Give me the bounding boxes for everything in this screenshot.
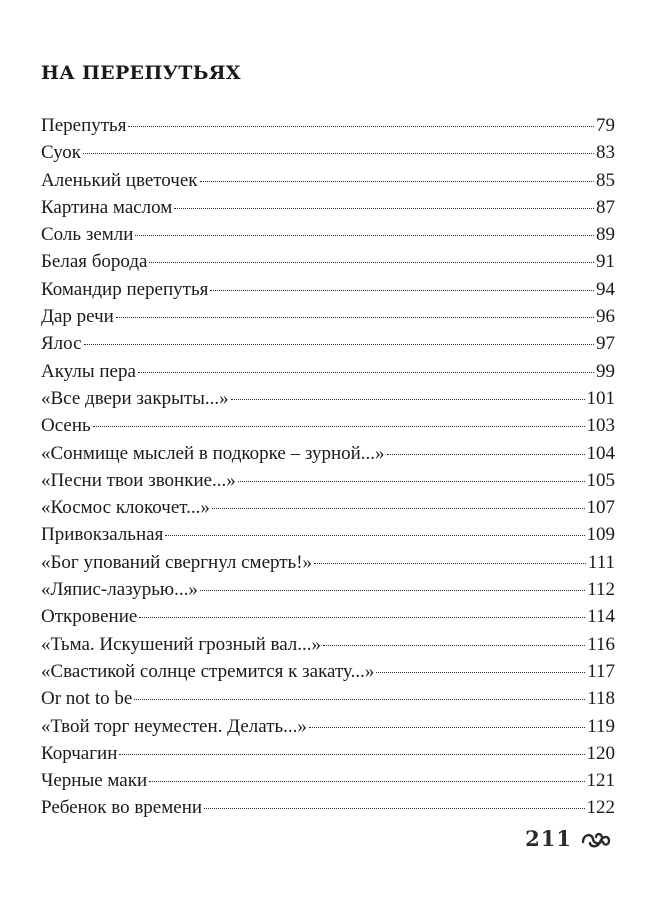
toc-entry-title: «Все двери закрыты...» — [41, 387, 229, 409]
toc-entry-page: 117 — [587, 660, 615, 682]
toc-entry-page: 121 — [586, 770, 615, 792]
dot-leader — [135, 235, 594, 236]
toc-entry — [41, 385, 615, 412]
toc-entry-page: 118 — [587, 688, 615, 710]
toc-entry-title: Ребенок во времени — [41, 797, 203, 819]
toc-entry-title: Корчагин — [41, 742, 118, 764]
toc-entry-title: «Ляпис-лазурью...» — [41, 579, 198, 601]
toc-entry-title: «Сонмище мыслей в подкорке – зурной...» — [41, 442, 385, 464]
toc-entry-page: 89 — [596, 224, 615, 246]
dot-leader — [200, 181, 594, 182]
toc-entry-page: 87 — [596, 196, 615, 218]
dot-leader — [149, 262, 594, 263]
toc-entry-title: Привокзальная — [41, 524, 164, 546]
toc-entry — [41, 358, 615, 385]
toc-entry-page: 96 — [596, 306, 615, 328]
toc-entry-page: 122 — [586, 797, 615, 819]
dot-leader — [84, 344, 594, 345]
toc-entry-title: Соль земли — [41, 224, 134, 246]
toc-entry-title: «Песни твои звонкие...» — [41, 469, 236, 491]
toc-entry-title: Or not to be — [41, 688, 133, 710]
dot-leader — [116, 317, 594, 318]
toc-entry — [41, 467, 615, 494]
toc-entry — [41, 112, 615, 139]
toc-entry-page: 105 — [586, 469, 615, 491]
toc-entry — [41, 248, 615, 275]
toc-entry-title: Откровение — [41, 606, 138, 628]
toc-entry-title: «Твой торг неуместен. Делать...» — [41, 715, 307, 737]
toc-entry-title: «Тьма. Искушений грозный вал...» — [41, 633, 322, 655]
toc-entry-page: 99 — [596, 360, 615, 382]
toc-entry — [41, 303, 615, 330]
toc-entry — [41, 576, 615, 603]
toc-entry-page: 109 — [586, 524, 615, 546]
page-footer — [525, 826, 612, 851]
toc-entry-title: Перепутья — [41, 115, 127, 136]
dot-leader — [174, 208, 594, 209]
toc-entry-title: «Бог упований свергнул смерть!» — [41, 551, 313, 573]
toc-entry — [41, 658, 615, 685]
toc-entry-title: Белая борода — [41, 251, 148, 273]
toc-entry — [41, 440, 615, 467]
toc-entry-title: Ялос — [41, 333, 82, 355]
dot-leader — [128, 126, 594, 127]
toc-entry-page: 112 — [587, 579, 615, 601]
toc-entry — [41, 740, 615, 767]
toc-entry-page: 83 — [596, 142, 615, 164]
dot-leader — [309, 727, 585, 728]
toc-entry — [41, 221, 615, 248]
dot-leader — [134, 699, 585, 700]
dot-leader — [83, 153, 594, 154]
dot-leader — [200, 590, 585, 591]
toc-entry-page: 79 — [596, 115, 615, 136]
section-title: НА ПЕРЕПУТЬЯХ — [41, 62, 241, 84]
toc-entry-page: 114 — [587, 606, 615, 628]
toc-entry-title: «Свастикой солнце стремится к закату...» — [41, 660, 375, 682]
toc-entry-page: 103 — [586, 415, 615, 437]
toc-entry — [41, 549, 615, 576]
toc-entry — [41, 631, 615, 658]
toc-entry-page: 91 — [596, 251, 615, 273]
dot-leader — [323, 645, 585, 646]
toc-entry — [41, 330, 615, 357]
toc-entry-title: Дар речи — [41, 306, 114, 328]
dot-leader — [231, 399, 585, 400]
toc-entry — [41, 603, 615, 630]
toc-entry-page: 85 — [596, 169, 615, 191]
toc-entry-title: Черные маки — [41, 770, 148, 792]
table-of-contents — [41, 112, 615, 822]
toc-entry-title: «Космос клокочет...» — [41, 497, 210, 519]
toc-entry-page: 97 — [596, 333, 615, 355]
toc-entry — [41, 521, 615, 548]
dot-leader — [119, 754, 584, 755]
toc-entry-page: 101 — [586, 387, 615, 409]
toc-entry — [41, 276, 615, 303]
dot-leader — [93, 426, 585, 427]
toc-entry — [41, 139, 615, 166]
dot-leader — [238, 481, 585, 482]
swirl-ornament-icon — [580, 829, 612, 849]
toc-entry-title: Командир перепутья — [41, 278, 209, 300]
dot-leader — [139, 617, 585, 618]
dot-leader — [210, 290, 594, 291]
toc-entry — [41, 767, 615, 794]
toc-entry-title: Акулы пера — [41, 360, 136, 382]
toc-entry — [41, 194, 615, 221]
toc-entry-page: 116 — [587, 633, 615, 655]
toc-entry-title: Осень — [41, 415, 91, 437]
dot-leader — [212, 508, 585, 509]
toc-entry — [41, 794, 615, 821]
toc-entry — [41, 167, 615, 194]
dot-leader — [204, 808, 584, 809]
toc-entry — [41, 494, 615, 521]
toc-entry-page: 111 — [587, 551, 615, 573]
toc-entry-title: Картина маслом — [41, 196, 173, 218]
dot-leader — [314, 563, 586, 564]
dot-leader — [165, 535, 584, 536]
toc-entry-title: Аленький цветочек — [41, 169, 198, 191]
toc-entry-page: 119 — [587, 715, 615, 737]
dot-leader — [138, 372, 594, 373]
toc-entry — [41, 713, 615, 740]
page-number: 211 — [525, 826, 572, 851]
toc-entry — [41, 412, 615, 439]
toc-entry-title: Суок — [41, 142, 81, 164]
toc-entry-page: 104 — [586, 442, 615, 464]
dot-leader — [149, 781, 584, 782]
toc-entry-page: 94 — [596, 278, 615, 300]
toc-entry-page: 120 — [586, 742, 615, 764]
toc-entry — [41, 685, 615, 712]
dot-leader — [387, 454, 585, 455]
toc-entry-page: 107 — [586, 497, 615, 519]
dot-leader — [376, 672, 585, 673]
